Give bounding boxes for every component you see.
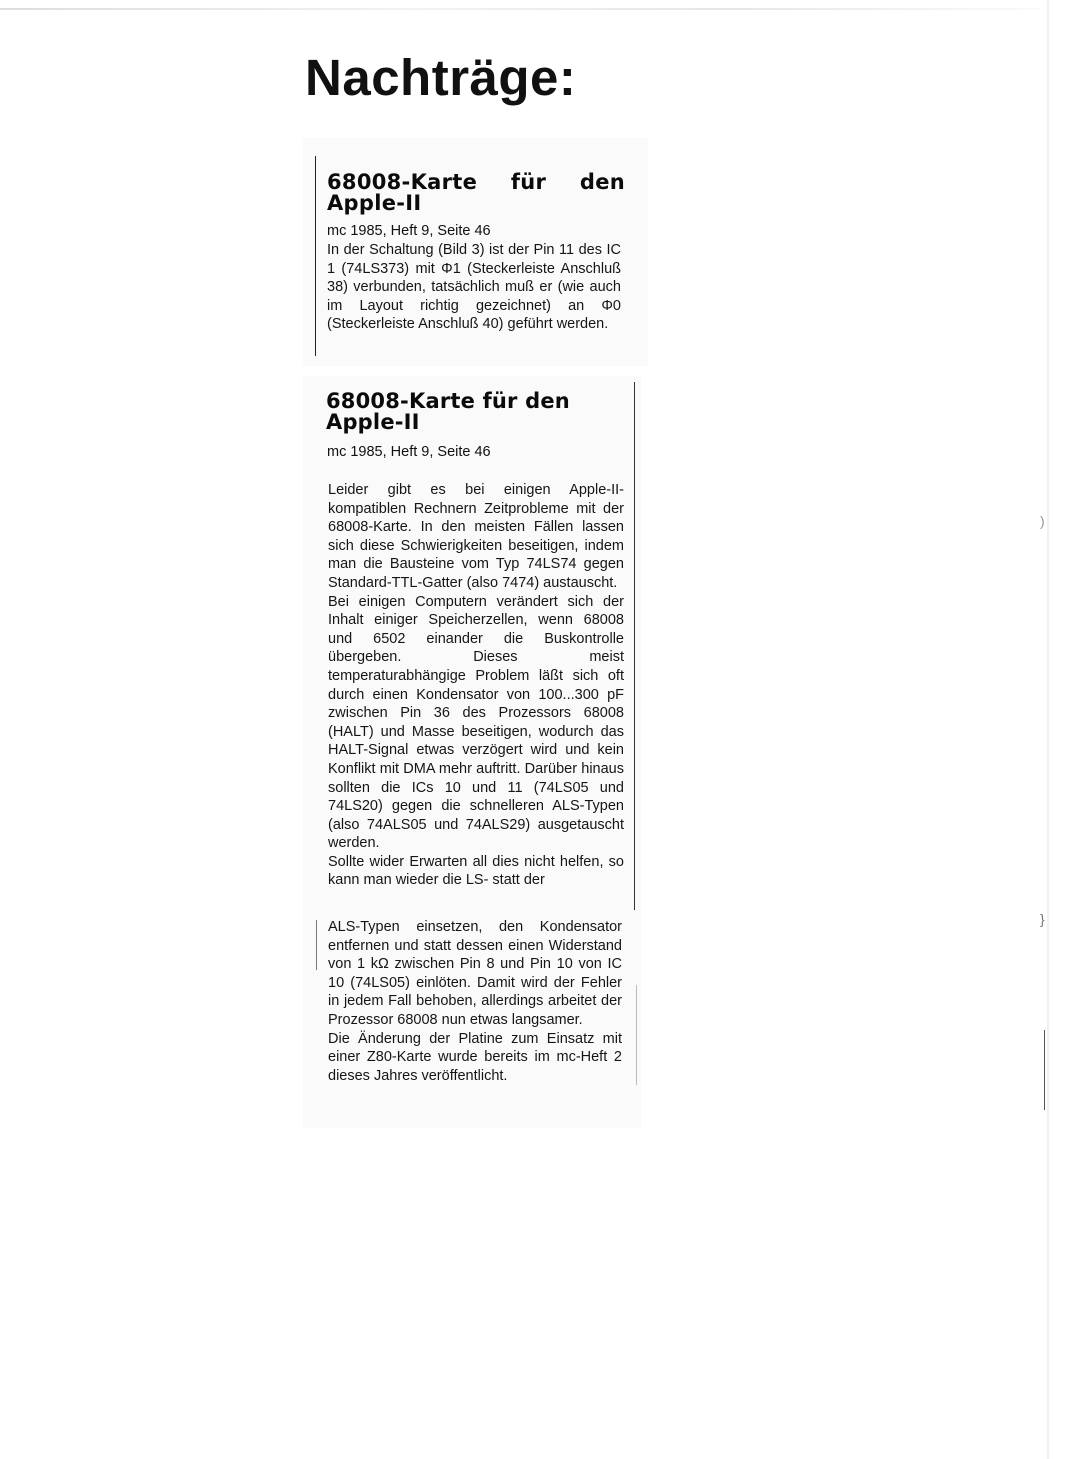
- clipping-2-right-rule: [634, 382, 635, 910]
- scan-artefact: ): [1040, 513, 1045, 529]
- article-2-heading: 68008-Karte für den Apple-II: [326, 389, 570, 434]
- article-1-paragraph: In der Schaltung (Bild 3) ist der Pin 11 des IC 1 (74LS373) mit Φ1 (Steckerleiste Anschluß 38) verbunden, tatsächlich muß er (wie auch im Layout richtig gezeichnet) an Φ0 (Steckerleiste Anschluß 40) geführt werden.: [327, 242, 621, 333]
- clipping-1-left-rule: [315, 156, 316, 356]
- scan-artefact-line: [1044, 1030, 1045, 1110]
- scan-artefact: }: [1040, 911, 1045, 927]
- article-2-paragraph: Die Änderung der Platine zum Einsatz mit einer Z80-Karte wurde bereits im mc-Heft 2 dieses Jahres veröffentlicht.: [328, 1030, 622, 1084]
- article-2-paragraph: ALS-Typen einsetzen, den Kondensator entfernen und statt dessen einen Widerstand von 1 kΩ zwischen Pin 8 und Pin 10 von IC 10 (74LS05) einlöten. Damit wird der Fehler in jedem Fall behoben, allerdings arbeitet der Prozessor 68008 nun etwas langsamer.: [328, 919, 622, 1028]
- page-title: Nachträge:: [305, 49, 577, 106]
- clipping-2-right-rule-lower: [636, 985, 637, 1085]
- clipping-2-left-rule: [316, 920, 317, 970]
- scan-edge-right: [1047, 0, 1049, 1459]
- article-2-continuation: [328, 918, 622, 1085]
- article-2-paragraph: Sollte wider Erwarten all dies nicht helfen, so kann man wieder die LS- statt der: [328, 853, 624, 889]
- article-2-body: [328, 481, 624, 890]
- article-2-paragraph: Bei einigen Computern verändert sich der Inhalt einiger Speicherzellen, wenn 68008 und 6502 einander die Buskontrolle übergeben. Dieses meist temperaturabhängige Problem läßt sich oft durch einen Kondensator von 100...300 pF zwischen Pin 36 des Prozessors 68008 (HALT) und Masse beseitigen, wodurch das HALT-Signal etwas verzögert wird und kein Konflikt mit DMA mehr auftritt. Darüber hinaus sollten die ICs 10 und 11 (74LS05 und 74LS20) gegen die schnelleren ALS-Typen (also 74ALS05 und 74ALS29) ausgetauscht werden.: [328, 593, 624, 852]
- article-2-paragraph: Leider gibt es bei einigen Apple-II-kompatiblen Rechnern Zeitprobleme mit der 68008-Karte. In den meisten Fällen lassen sich diese Schwierigkeiten beseitigen, indem man die Bausteine vom Typ 74LS74 gegen Standard-TTL-Gatter (also 7474) austauscht.: [328, 482, 624, 591]
- article-1-heading: 68008-Karte für den Apple-II: [327, 170, 625, 215]
- article-1-source: mc 1985, Heft 9, Seite 46: [327, 223, 491, 239]
- article-2-source: mc 1985, Heft 9, Seite 46: [327, 444, 491, 460]
- article-1-body: [327, 241, 621, 334]
- scan-edge-top: [0, 8, 1040, 10]
